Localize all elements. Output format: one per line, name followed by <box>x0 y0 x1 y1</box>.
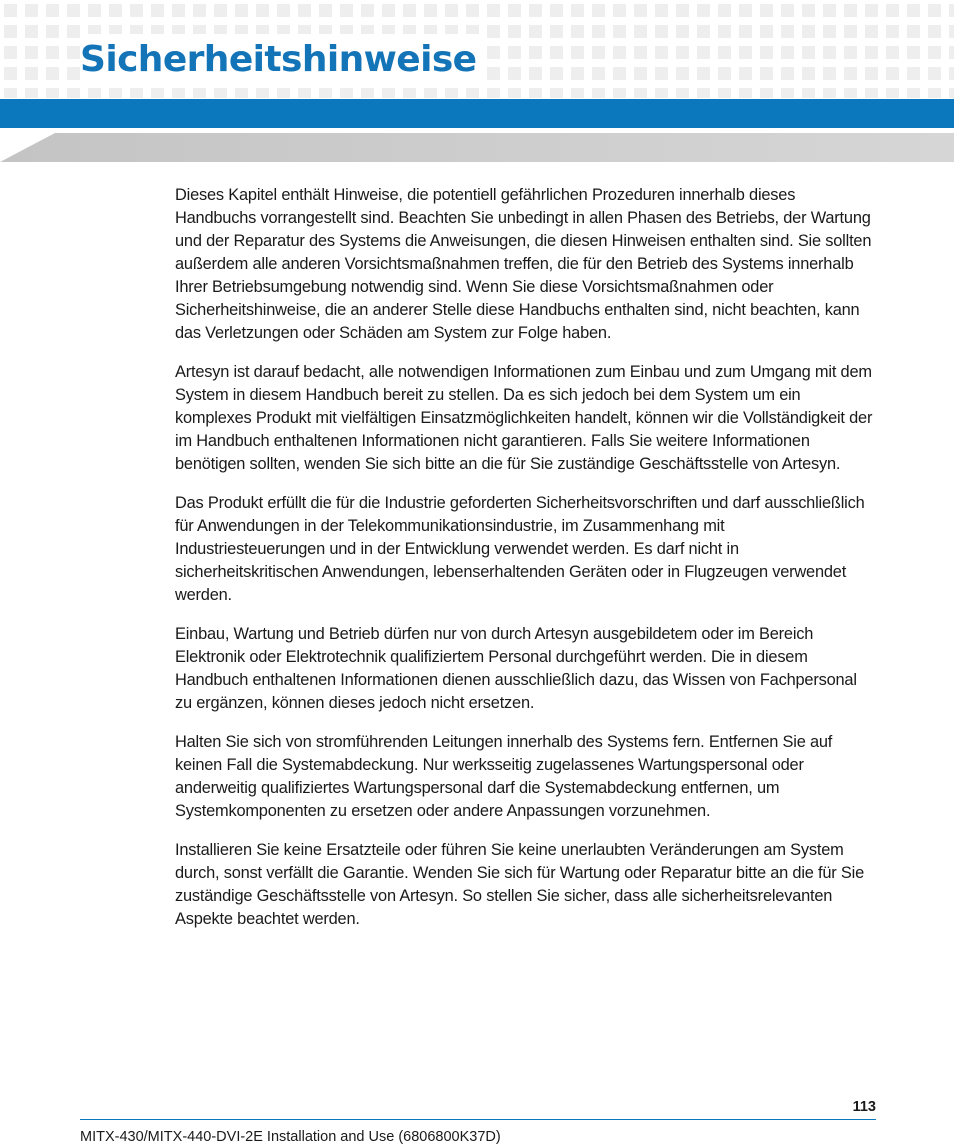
paragraph-usage: Das Produkt erfüllt die für die Industrie geforderten Sicherheitsvorschriften und darf ausschließlich für Anwendungen in der Telekommunikationsindustrie, im Zusammenhang mit Industriesteuerungen und in der Entwicklung verwendet werden. Es darf nicht in sicherheitskritischen Anwendungen, lebenserhaltenden Geräten oder in Flugzeugen verwendet werden. <box>175 494 865 604</box>
footer-document-title: MITX-430/MITX-440-DVI-2E Installation and Use (6806800K37D) <box>80 1129 501 1145</box>
header-blue-band <box>0 99 954 128</box>
page-number: 113 <box>852 1099 876 1115</box>
paragraph-information: Artesyn ist darauf bedacht, alle notwendigen Informationen zum Einbau und zum Umgang mit dem System in diesem Handbuch bereit zu stellen. Da es sich jedoch bei dem System um ein komplexes Produkt mit vielfältigen Einsatzmöglichkeiten handelt, können wir die Vollständigkeit der im Handbuch enthaltenen Informationen nicht garantieren. Falls Sie weitere Informationen benötigen sollten, wenden Sie sich bitte an die für Sie zuständige Geschäftsstelle von Artesyn. <box>175 363 873 473</box>
header-grey-band <box>0 133 954 162</box>
grey-band-graphic <box>0 133 954 162</box>
page-title: Sicherheitshinweise <box>80 34 480 86</box>
body-text <box>175 184 875 947</box>
paragraph-intro: Dieses Kapitel enthält Hinweise, die potentiell gefährlichen Prozeduren innerhalb dieses Handbuchs vorrangestellt sind. Beachten Sie unbedingt in allen Phasen des Betriebs, der Wartung und der Reparatur des Systems die Anweisungen, die diesen Hinweisen enthalten sind. Sie sollten außerdem alle anderen Vorsichtsmaßnahmen treffen, die für den Betrieb des Systems innerhalb Ihrer Betriebsumgebung notwendig sind. Wenn Sie diese Vorsichtsmaßnahmen oder Sicherheitshinweise, die an anderer Stelle diese Handbuchs enthalten sind, nicht beachten, kann das Verletzungen oder Schäden am System zur Folge haben. <box>175 186 872 342</box>
paragraph-live-wires: Halten Sie sich von stromführenden Leitungen innerhalb des Systems fern. Entfernen Sie auf keinen Fall die Systemabdeckung. Nur werksseitig zugelassenes Wartungspersonal oder anderweitig qualifiziertes Wartungspersonal darf die Systemabdeckung entfernen, um Systemkomponenten zu ersetzen oder andere Anpassungen vorzunehmen. <box>175 733 833 820</box>
footer-rule <box>80 1119 876 1120</box>
paragraph-modifications: Installieren Sie keine Ersatzteile oder führen Sie keine unerlaubten Veränderungen am System durch, sonst verfällt die Garantie. Wenden Sie sich für Wartung oder Reparatur bitte an die für Sie zuständige Geschäftsstelle von Artesyn. So stellen Sie sicher, dass alle sicherheitsrelevanten Aspekte beachtet werden. <box>175 841 865 928</box>
paragraph-personnel: Einbau, Wartung und Betrieb dürfen nur von durch Artesyn ausgebildetem oder im Bereich Elektronik oder Elektrotechnik qualifiziertem Personal durchgeführt werden. Die in diesem Handbuch enthaltenen Informationen dienen ausschließlich dazu, das Wissen von Fachpersonal zu ergänzen, können dieses jedoch nicht ersetzen. <box>175 625 857 712</box>
